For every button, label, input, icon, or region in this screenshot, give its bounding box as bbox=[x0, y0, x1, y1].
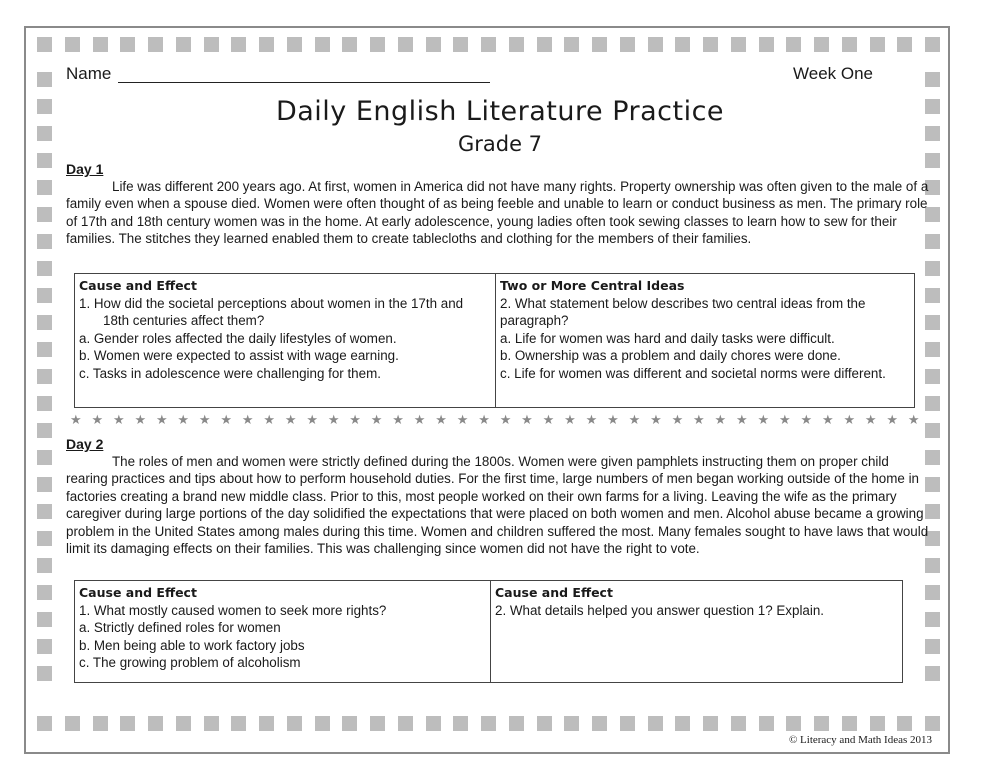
day1-question-1: 1. How did the societal perceptions about women in the 17th and 18th centuries affect them? bbox=[79, 295, 464, 329]
day2-q1-option-a: a. Strictly defined roles for women bbox=[79, 620, 281, 636]
border-square bbox=[37, 612, 52, 627]
border-square bbox=[592, 716, 607, 731]
name-label: Name bbox=[66, 64, 112, 83]
border-square bbox=[37, 504, 52, 519]
border-square bbox=[204, 37, 219, 52]
border-square bbox=[37, 396, 52, 411]
border-square bbox=[925, 423, 940, 438]
day2-label: Day 2 bbox=[66, 436, 104, 452]
border-square bbox=[37, 234, 52, 249]
border-square bbox=[481, 716, 496, 731]
border-square bbox=[453, 716, 468, 731]
star-icon: ★ bbox=[413, 412, 426, 427]
border-square bbox=[37, 639, 52, 654]
border-square bbox=[537, 37, 552, 52]
border-square bbox=[370, 37, 385, 52]
border-square bbox=[37, 585, 52, 600]
border-square bbox=[925, 261, 940, 276]
day2-left-cell bbox=[75, 581, 490, 682]
star-icon: ★ bbox=[478, 412, 490, 427]
border-square bbox=[176, 37, 191, 52]
border-square bbox=[426, 37, 441, 52]
star-icon: ★ bbox=[91, 412, 104, 427]
border-square bbox=[315, 37, 330, 52]
star-icon: ★ bbox=[693, 412, 705, 427]
day2-question-2: 2. What details helped you answer question 1? Explain. bbox=[495, 602, 825, 618]
border-square bbox=[37, 37, 52, 52]
star-icon: ★ bbox=[714, 412, 727, 427]
border-square bbox=[759, 37, 774, 52]
star-icon: ★ bbox=[864, 412, 877, 427]
border-square bbox=[398, 37, 413, 52]
star-icon: ★ bbox=[585, 412, 598, 427]
border-square bbox=[731, 37, 746, 52]
border-square bbox=[620, 716, 635, 731]
border-square bbox=[315, 716, 330, 731]
border-square bbox=[897, 37, 912, 52]
star-icon: ★ bbox=[907, 412, 920, 427]
star-icon: ★ bbox=[778, 412, 791, 427]
border-square bbox=[675, 37, 690, 52]
border-square bbox=[148, 37, 163, 52]
border-square bbox=[287, 716, 302, 731]
border-square bbox=[37, 315, 52, 330]
star-divider bbox=[70, 412, 920, 428]
star-icon: ★ bbox=[220, 412, 233, 427]
border-square bbox=[814, 37, 829, 52]
day1-q1-option-c: c. Tasks in adolescence were challenging for them. bbox=[79, 365, 381, 381]
border-square bbox=[37, 72, 52, 87]
day1-label: Day 1 bbox=[66, 161, 104, 177]
border-square bbox=[398, 716, 413, 731]
star-icon: ★ bbox=[112, 412, 125, 427]
day2-question-box bbox=[74, 580, 903, 683]
star-icon: ★ bbox=[284, 412, 297, 427]
day2-right-cell bbox=[490, 581, 901, 682]
border-square bbox=[148, 716, 163, 731]
border-square bbox=[925, 558, 940, 573]
star-icon: ★ bbox=[349, 412, 361, 427]
day2-passage bbox=[66, 453, 931, 557]
border-square bbox=[925, 639, 940, 654]
border-square bbox=[703, 37, 718, 52]
border-square bbox=[925, 716, 940, 731]
border-square bbox=[648, 37, 663, 52]
star-icon: ★ bbox=[564, 412, 576, 427]
border-square bbox=[37, 288, 52, 303]
star-icon: ★ bbox=[650, 412, 662, 427]
border-square bbox=[509, 37, 524, 52]
border-square bbox=[65, 37, 80, 52]
star-icon: ★ bbox=[499, 412, 512, 427]
day1-q1-option-a: a. Gender roles affected the daily lifestyles of women. bbox=[79, 330, 397, 346]
star-icon: ★ bbox=[736, 412, 748, 427]
border-square bbox=[259, 716, 274, 731]
border-square bbox=[564, 716, 579, 731]
border-square bbox=[925, 315, 940, 330]
star-icon: ★ bbox=[155, 412, 168, 427]
day1-question-2: 2. What statement below describes two central ideas from the paragraph? bbox=[500, 295, 866, 329]
border-square bbox=[37, 207, 52, 222]
day2-paragraph: The roles of men and women were strictly defined during the 1800s. Women were given pamphlets instructing them on proper child rearing practices and tips about how to perform household duties. For the first time, large numbers of men began working outside of the home in factories creating a brand new middle class. Prior to this, most people worked on their own farms for a living. Leaving the wife as the primary caregiver during large portions of the day solidified the expectations that were placed on both women and men. Alcohol abuse became a growing problem in the United States among males during this time. Women and children suffered the most. Many females sought to have laws that would limit its damaging effects on their families. This was challenging since women did not have the right to vote. bbox=[66, 454, 929, 557]
day1-passage bbox=[66, 178, 931, 248]
border-square bbox=[37, 180, 52, 195]
border-square bbox=[37, 477, 52, 492]
page-title: Daily English Literature Practice bbox=[275, 96, 725, 127]
border-square bbox=[37, 450, 52, 465]
day2-question-1: 1. What mostly caused women to seek more rights? bbox=[79, 602, 387, 618]
border-square bbox=[231, 37, 246, 52]
border-square bbox=[842, 716, 857, 731]
star-icon: ★ bbox=[392, 412, 404, 427]
star-icon: ★ bbox=[241, 412, 254, 427]
star-icon: ★ bbox=[521, 412, 533, 427]
border-square bbox=[537, 716, 552, 731]
border-square bbox=[870, 37, 885, 52]
border-square bbox=[453, 37, 468, 52]
border-square bbox=[842, 37, 857, 52]
border-square bbox=[342, 716, 357, 731]
border-square bbox=[897, 716, 912, 731]
border-square bbox=[231, 716, 246, 731]
star-icon: ★ bbox=[177, 412, 190, 427]
day1-q2-option-c: c. Life for women was different and societal norms were different. bbox=[500, 365, 886, 381]
border-square bbox=[925, 72, 940, 87]
day1-q1-option-b: b. Women were expected to assist with wage earning. bbox=[79, 348, 399, 364]
day2-right-heading: Cause and Effect bbox=[495, 585, 613, 600]
star-icon: ★ bbox=[70, 412, 82, 427]
border-square bbox=[786, 37, 801, 52]
star-icon: ★ bbox=[671, 412, 684, 427]
border-square bbox=[925, 37, 940, 52]
day2-q1-option-b: b. Men being able to work factory jobs bbox=[79, 637, 305, 653]
day1-q2-option-b: b. Ownership was a problem and daily chores were done. bbox=[500, 348, 841, 364]
day1-left-cell bbox=[75, 274, 495, 407]
border-square bbox=[37, 369, 52, 384]
star-icon: ★ bbox=[821, 412, 834, 427]
border-square bbox=[870, 716, 885, 731]
border-square bbox=[925, 585, 940, 600]
day1-left-heading: Cause and Effect bbox=[79, 278, 197, 293]
border-square bbox=[759, 716, 774, 731]
border-square bbox=[925, 369, 940, 384]
border-square bbox=[287, 37, 302, 52]
border-square bbox=[426, 716, 441, 731]
border-square bbox=[93, 37, 108, 52]
border-square bbox=[925, 288, 940, 303]
star-icon: ★ bbox=[370, 412, 383, 427]
border-square bbox=[509, 716, 524, 731]
day2-left-heading: Cause and Effect bbox=[79, 585, 197, 600]
border-square bbox=[731, 716, 746, 731]
border-square bbox=[370, 716, 385, 731]
star-icon: ★ bbox=[456, 412, 469, 427]
border-square bbox=[37, 261, 52, 276]
star-icon: ★ bbox=[628, 412, 641, 427]
border-square bbox=[120, 37, 135, 52]
day1-question-box bbox=[74, 273, 915, 408]
border-square bbox=[925, 342, 940, 357]
border-square bbox=[65, 716, 80, 731]
day1-paragraph: Life was different 200 years ago. At first, women in America did not have many rights. Property ownership was often given to the male of a family even when a spouse died. Women were often thought of as being feeble and unable to learn or conduct business as men. The primary role of 17th and 18th century women was in the home. At early adolescence, young ladies often took sewing classes to learn how to sew for their families. The stitches they learned enabled them to create tablecloths and clothing for the members of their families. bbox=[66, 179, 929, 247]
border-square bbox=[176, 716, 191, 731]
border-square bbox=[814, 716, 829, 731]
border-square bbox=[564, 37, 579, 52]
day2-q1-option-c: c. The growing problem of alcoholism bbox=[79, 655, 301, 671]
week-label: Week One bbox=[793, 64, 874, 83]
star-icon: ★ bbox=[843, 412, 856, 427]
border-square bbox=[342, 37, 357, 52]
border-square bbox=[703, 716, 718, 731]
border-square bbox=[648, 716, 663, 731]
day1-right-cell bbox=[495, 274, 913, 407]
star-icon: ★ bbox=[198, 412, 211, 427]
border-square bbox=[37, 716, 52, 731]
border-square bbox=[37, 666, 52, 681]
border-square bbox=[37, 423, 52, 438]
star-icon: ★ bbox=[435, 412, 447, 427]
border-square bbox=[786, 716, 801, 731]
border-square bbox=[37, 531, 52, 546]
star-icon: ★ bbox=[306, 412, 318, 427]
name-blank-line bbox=[118, 82, 490, 83]
star-icon: ★ bbox=[134, 412, 147, 427]
border-square bbox=[592, 37, 607, 52]
border-square bbox=[204, 716, 219, 731]
border-square bbox=[481, 37, 496, 52]
star-icon: ★ bbox=[607, 412, 619, 427]
border-square bbox=[259, 37, 274, 52]
grade-subtitle: Grade 7 bbox=[457, 132, 543, 156]
border-square bbox=[37, 558, 52, 573]
border-square bbox=[37, 342, 52, 357]
border-square bbox=[925, 396, 940, 411]
border-square bbox=[925, 612, 940, 627]
star-icon: ★ bbox=[542, 412, 555, 427]
day1-right-heading: Two or More Central Ideas bbox=[500, 278, 685, 293]
day1-q2-option-a: a. Life for women was hard and daily tasks were difficult. bbox=[500, 330, 835, 346]
border-square bbox=[93, 716, 108, 731]
copyright-notice: © Literacy and Math Ideas 2013 bbox=[788, 734, 932, 746]
border-square bbox=[120, 716, 135, 731]
star-icon: ★ bbox=[263, 412, 276, 427]
border-square bbox=[925, 666, 940, 681]
star-icon: ★ bbox=[327, 412, 340, 427]
star-icon: ★ bbox=[757, 412, 770, 427]
star-icon: ★ bbox=[886, 412, 899, 427]
border-square bbox=[620, 37, 635, 52]
border-square bbox=[675, 716, 690, 731]
star-icon: ★ bbox=[800, 412, 813, 427]
